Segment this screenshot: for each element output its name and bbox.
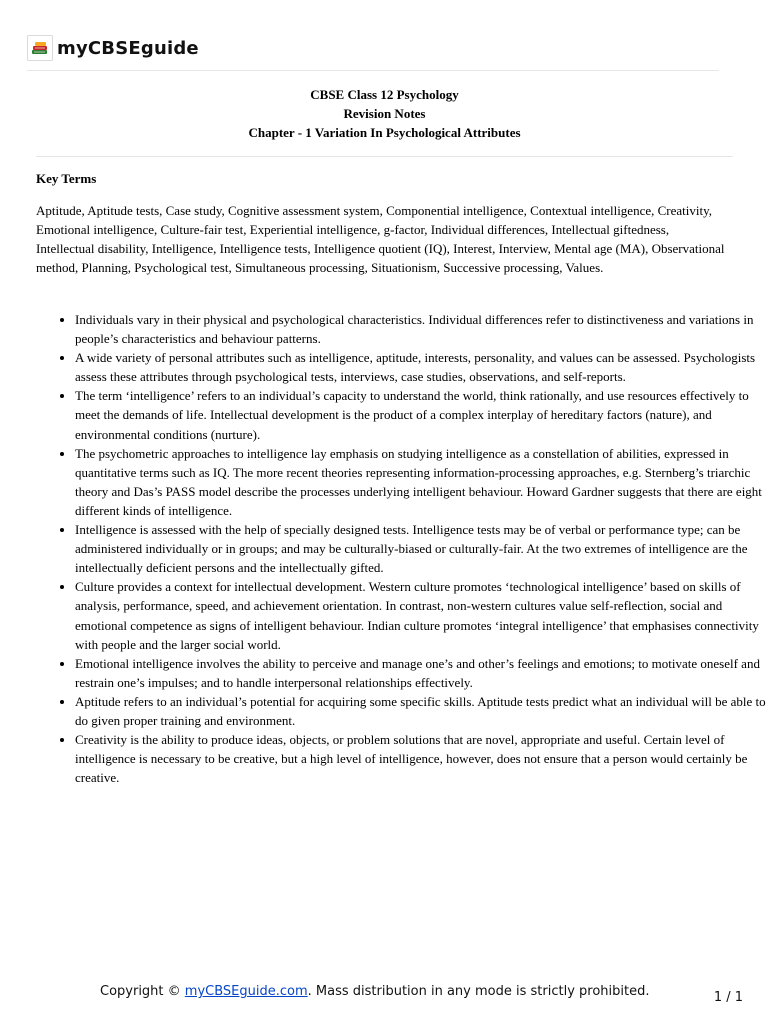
list-item: • The psychometric approaches to intelligence lay emphasis on studying intelligence as a constellation of abilities, expressed in quantitative terms such as IQ. The more recent theories representing information-processing approaches, e.g. Sternberg’s triarchic theory and Das’s PASS model describe the processes underlying intelligent behaviour. Howard Gardner suggests that there are eight different kinds of intelligence. <box>75 444 768 520</box>
brand-name: myCBSEguide <box>57 37 199 59</box>
copyright-suffix: . Mass distribution in any mode is strictly prohibited. <box>307 984 650 999</box>
key-terms-text: Aptitude, Aptitude tests, Case study, Cognitive assessment system, Componential intelligence, Contextual intelligence, Creativity, Emotional intelligence, Culture-fair test, Experiential intelligence, g-factor, Individual differences, Intellectual giftedness, Intellectual disability, Intelligence, Intelligence tests, Intelligence quotient (IQ), Interest, Interview, Mental age (MA), Observational method, Planning, Psychological test, Simultaneous processing, Situationism, Successive processing, Values. <box>36 203 725 275</box>
list-item: • The term ‘intelligence’ refers to an individual’s capacity to understand the world, think rationally, and use resources effectively to meet the demands of life. Intellectual development is the product of a complex interplay of hereditary factors (nature), and environmental conditions (nurture). <box>75 386 768 443</box>
document-title: CBSE Class 12 Psychology <box>310 87 459 102</box>
list-item: • Creativity is the ability to produce ideas, objects, or problem solutions that are novel, appropriate and useful. Certain level of intelligence is necessary to be creative, but a high level of intelligence, however, does not ensure that a person would certainly be creative. <box>75 730 768 787</box>
chapter-title: Chapter - 1 Variation In Psychological Attributes <box>248 125 521 140</box>
list-item: • Intelligence is assessed with the help of specially designed tests. Intelligence tests may be of verbal or performance type; can be administered individually or in groups; and may be culturally-biased or culturally-fair. At the two extremes of intelligence are the intellectually deficient persons and the intellectually gifted. <box>75 520 768 577</box>
revision-points-list <box>36 310 768 787</box>
key-terms-heading: Key Terms <box>36 171 97 186</box>
list-item: • Aptitude refers to an individual’s potential for acquiring some specific skills. Aptitude tests predict what an individual will be able to do given proper training and environment. <box>75 692 768 730</box>
list-item: • Culture provides a context for intellectual development. Western culture promotes ‘technological intelligence’ based on skills of analysis, performance, speed, and achievement orientation. In contrast, non-western cultures value self-reflection, social and emotional competence as signs of intelligent behaviour. Indian culture promotes ‘integral intelligence’ that emphasises connectivity with people and the larger social world. <box>75 577 768 653</box>
copyright-footer <box>100 984 649 999</box>
list-item: • Individuals vary in their physical and psychological characteristics. Individual differences refer to distinctiveness and variations in people’s characteristics and behaviour patterns. <box>75 310 768 348</box>
header-divider <box>27 70 719 71</box>
page-indicator: 1 / 1 <box>713 990 743 1005</box>
list-item: • A wide variety of personal attributes such as intelligence, aptitude, interests, personality, and values can be assessed. Psychologists assess these attributes through psychological tests, interviews, case studies, observations, and self-reports. <box>75 348 768 386</box>
list-item: • Emotional intelligence involves the ability to perceive and manage one’s and other’s feelings and emotions; to motivate oneself and restrain one’s impulses; and to handle interpersonal relationships effectively. <box>75 654 768 692</box>
site-link[interactable]: myCBSEguide.com <box>184 984 308 999</box>
site-brand[interactable] <box>27 33 199 63</box>
document-subtitle: Revision Notes <box>343 106 426 121</box>
document-title-block <box>36 85 733 142</box>
title-divider <box>36 156 733 157</box>
copyright-prefix: Copyright © <box>100 984 185 999</box>
stacked-books-icon <box>27 35 53 61</box>
